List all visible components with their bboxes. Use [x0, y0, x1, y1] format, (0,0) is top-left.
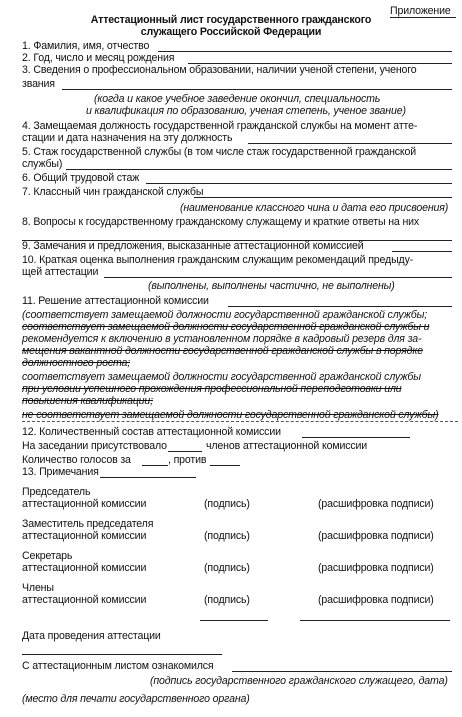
sig-members-line2-sign [200, 620, 268, 621]
item-11-dash [22, 421, 458, 422]
sig-members-line2-decode [300, 620, 450, 621]
acquainted-hint: (подпись государственного гражданского служащего, дата) [150, 675, 448, 687]
item-5a: 5. Стаж государственной службы (в том числе стаж государственной гражданской [22, 146, 417, 158]
sig-chair-decode: (расшифровка подписи) [318, 498, 434, 510]
sig-members-role: Члены [22, 582, 54, 594]
item-5-line [66, 169, 452, 170]
sig-secretary-decode: (расшифровка подписи) [318, 562, 434, 574]
item-13-line [100, 477, 196, 478]
present-b: членов аттестационной комиссии [206, 440, 368, 452]
sig-deputy-role2: аттестационной комиссии [22, 530, 147, 542]
acquainted: С аттестационным листом ознакомился [22, 660, 214, 672]
item-12: 12. Количественный состав аттестационной комиссии [22, 426, 281, 438]
appendix-label: Приложение [390, 5, 451, 17]
sig-members-decode: (расшифровка подписи) [318, 594, 434, 606]
item-9: 9. Замечания и предложения, высказанные аттестационной комиссией [22, 240, 364, 252]
item-6-line [146, 183, 452, 184]
stamp-hint: (место для печати государственного органа) [22, 693, 250, 705]
sig-secretary-role: Секретарь [22, 550, 73, 562]
item-10-hint: (выполнены, выполнены частично, не выполнены) [148, 280, 395, 292]
sig-secretary-role2: аттестационной комиссии [22, 562, 147, 574]
item-11-option5: должностного роста; [22, 357, 131, 369]
item-3-hint1: (когда и какое учебное заведение окончил, специальность [94, 93, 381, 105]
sig-deputy-sign: (подпись) [204, 530, 250, 542]
item-10a: 10. Краткая оценка выполнения гражданским служащим рекомендаций предыду- [22, 254, 414, 266]
item-1: 1. Фамилия, имя, отчество [22, 40, 150, 52]
votes-a: Количество голосов за [22, 454, 131, 466]
sig-secretary-sign: (подпись) [204, 562, 250, 574]
item-11-option7: при условии успешного прохождения профессиональной переподготовки или [22, 383, 402, 395]
sig-members-role2: аттестационной комиссии [22, 594, 147, 606]
item-11-line [228, 306, 452, 307]
present-line [168, 451, 202, 452]
item-7-hint: (наименование классного чина и дата его присвоения) [180, 202, 449, 214]
title-line2: служащего Российской Федерации [140, 26, 322, 38]
item-7: 7. Классный чин гражданской службы [22, 186, 204, 198]
votes-against-line [210, 465, 240, 466]
title-line1: Аттестационный лист государственного гражданского [90, 14, 372, 26]
item-11: 11. Решение аттестационной комиссии [22, 295, 209, 307]
item-4b: стации и дата назначения на эту должность [22, 132, 233, 144]
item-11-option9: не соответствует замещаемой должности государственной гражданской службы) [22, 409, 439, 421]
item-10-line [104, 277, 452, 278]
item-8: 8. Вопросы к государственному гражданскому служащему и краткие ответы на них [22, 216, 420, 228]
item-3a: 3. Сведения о профессиональном образовании, наличии ученой степени, ученого [22, 64, 417, 76]
item-11-option4: мещения вакантной должности государственной гражданской службы в порядке [22, 345, 423, 357]
item-3-line [62, 89, 452, 90]
item-6: 6. Общий трудовой стаж [22, 172, 140, 184]
item-5b: службы) [22, 158, 63, 170]
item-12-line [302, 437, 410, 438]
date-line [22, 654, 222, 655]
item-11-option8: повышения квалификации; [22, 395, 153, 407]
item-4-line [248, 143, 452, 144]
item-11-option1: (соответствует замещаемой должности государственной гражданской службы; [22, 309, 428, 321]
sig-deputy-role: Заместитель председателя [22, 518, 154, 530]
item-11-option6: соответствует замещаемой должности государственной гражданской службы [22, 371, 421, 383]
item-3b: звания [22, 78, 55, 90]
item-3-hint2: и квалификация по образованию, ученая степень, ученое звание) [86, 105, 406, 117]
item-13: 13. Примечания [22, 466, 99, 478]
date-label: Дата проведения аттестации [22, 630, 161, 642]
item-1-line [158, 51, 452, 52]
item-9-line [392, 251, 452, 252]
votes-for-line [142, 465, 168, 466]
acquainted-line [232, 671, 452, 672]
sig-chair-role2: аттестационной комиссии [22, 498, 147, 510]
present-a: На заседании присутствовало [22, 440, 167, 452]
sig-chair-sign: (подпись) [204, 498, 250, 510]
item-7-line [194, 197, 452, 198]
sig-deputy-decode: (расшифровка подписи) [318, 530, 434, 542]
votes-b: , против [168, 454, 207, 466]
item-4a: 4. Замещаемая должность государственной гражданской службы на момент атте- [22, 120, 418, 132]
item-11-option3: рекомендуется к включению в установленном порядке в кадровый резерв для за- [22, 333, 422, 345]
item-10b: щей аттестации [22, 266, 99, 278]
item-2: 2. Год, число и месяц рождения [22, 52, 175, 64]
sig-members-sign: (подпись) [204, 594, 250, 606]
sig-chair-role: Председатель [22, 486, 91, 498]
item-11-option2: соответствует замещаемой должности государственной гражданской службы и [22, 321, 430, 333]
